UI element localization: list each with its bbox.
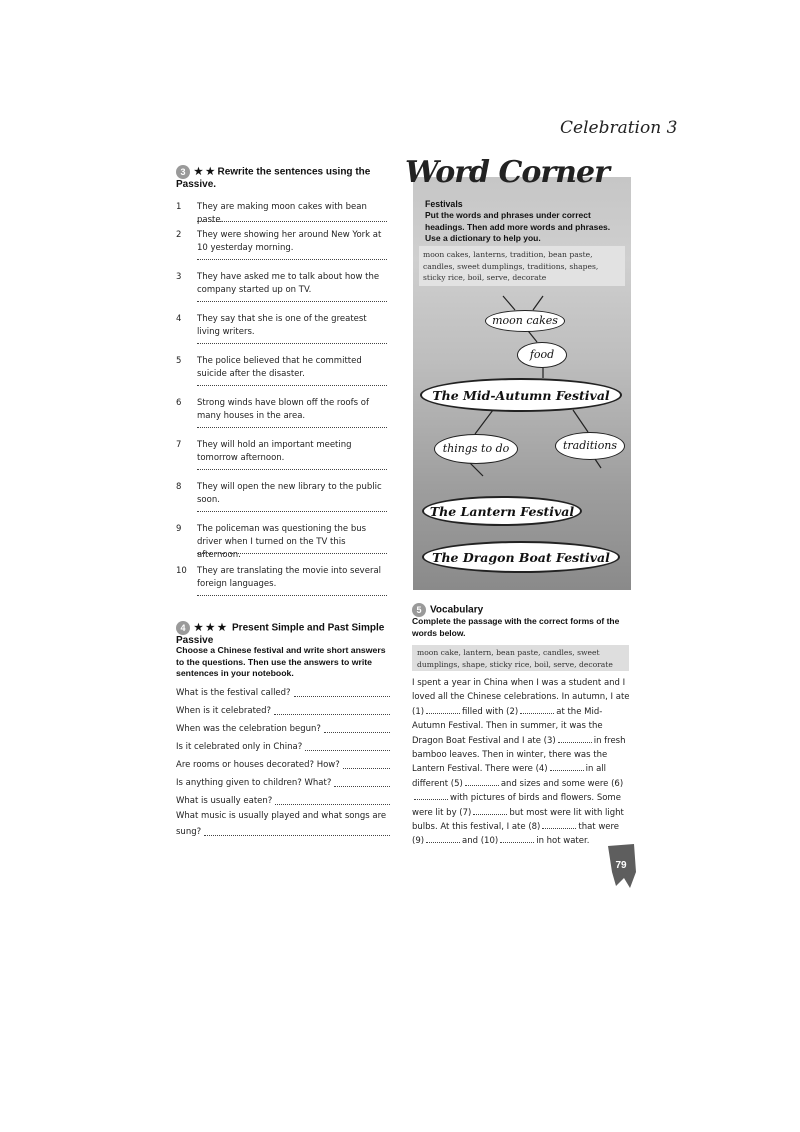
exercise-title: Rewrite the sentences using the <box>217 166 371 178</box>
exercise-number-badge: 3 <box>176 165 190 179</box>
answer-line[interactable] <box>204 826 390 836</box>
question-text: What music is usually played and what songs are <box>176 811 387 821</box>
exercise-title: Vocabulary <box>430 604 484 616</box>
answer-line[interactable] <box>197 301 387 302</box>
connector-line <box>503 296 515 310</box>
answer-line[interactable] <box>197 553 387 554</box>
sentence-number: 5 <box>176 356 182 366</box>
sentence-text: The police believed that he committed suicide after the disaster. <box>197 356 362 379</box>
oval-lantern-festival: The Lantern Festival <box>422 496 582 526</box>
question-text: When is it celebrated? <box>176 706 272 716</box>
oval-food: food <box>517 342 567 368</box>
sentence-text: They are translating the movie into several foreign languages. <box>197 566 382 589</box>
exercise-5-instructions: Complete the passage with the correct forms of the words below. <box>412 616 620 638</box>
question-item <box>176 826 390 839</box>
blank-4[interactable] <box>550 762 584 771</box>
answer-line[interactable] <box>197 511 387 512</box>
blank-1[interactable] <box>426 705 460 714</box>
question-text: What is the festival called? <box>176 688 291 698</box>
exercise-3-heading <box>176 165 391 191</box>
answer-line[interactable] <box>197 427 387 428</box>
question-item <box>176 687 390 700</box>
word-corner-title: Word Corner <box>405 155 609 190</box>
sentence-number: 4 <box>176 314 182 324</box>
answer-line[interactable] <box>197 595 387 596</box>
passage-text: that were (9) <box>412 822 620 847</box>
question-text: When was the celebration begun? <box>176 724 321 734</box>
exercise-number-badge: 4 <box>176 621 190 635</box>
word-corner-word-box: moon cakes, lanterns, tradition, bean paste, candles, sweet dumplings, traditions, shapes, sticky rice, boil, serve, decorate <box>419 246 625 286</box>
sentence-text: The policeman was questioning the bus driver when I turned on the TV this afternoon. <box>197 524 367 560</box>
question-item <box>176 759 390 772</box>
passage-text: but most were lit with light bulbs. At this festival, I ate (8) <box>412 807 624 833</box>
question-item <box>176 723 390 736</box>
sentence-text: They are making moon cakes with bean paste. <box>197 202 367 225</box>
sentence-text: They were showing her around New York at 10 yesterday morning. <box>197 230 382 253</box>
answer-line[interactable] <box>275 795 390 805</box>
passage-text: and sizes and some were (6) <box>500 778 624 789</box>
exercise-title: Present Simple and Past Simple <box>232 622 385 634</box>
passage-text: and (10) <box>462 836 499 847</box>
passage-text: in hot water. <box>536 836 590 847</box>
sentence-number: 7 <box>176 440 182 450</box>
sentence-number: 2 <box>176 230 182 240</box>
answer-line[interactable] <box>197 221 387 222</box>
answer-line[interactable] <box>197 343 387 344</box>
oval-traditions: traditions <box>555 432 625 460</box>
question-item <box>176 777 390 790</box>
blank-5[interactable] <box>465 777 499 786</box>
question-item <box>176 741 390 754</box>
question-text: Is anything given to children? What? <box>176 778 332 788</box>
question-item <box>176 705 390 718</box>
sentence-number: 10 <box>176 566 187 576</box>
passage-text: filled with (2) <box>462 706 519 717</box>
blank-7[interactable] <box>473 806 507 815</box>
answer-line[interactable] <box>197 385 387 386</box>
exercise-number-badge: 5 <box>412 603 426 617</box>
answer-line[interactable] <box>197 259 387 260</box>
sentence-number: 6 <box>176 398 182 408</box>
blank-6[interactable] <box>414 791 448 800</box>
passage-text: in all different (5) <box>412 764 607 789</box>
question-text: Are rooms or houses decorated? How? <box>176 760 340 770</box>
oval-moon-cakes: moon cakes <box>485 310 565 332</box>
exercise-4-instructions: Choose a Chinese festival and write short answers to the questions. Then use the answers to write sentences in your notebook. <box>176 645 386 678</box>
blank-9[interactable] <box>426 834 460 843</box>
exercise-5-heading <box>412 603 630 617</box>
exercise-5-word-box: moon cake, lantern, bean paste, candles, sweet dumplings, shape, sticky rice, boil, serve, decorate <box>412 645 629 671</box>
page-number-tab <box>604 842 638 890</box>
chapter-title: Celebration 3 <box>560 118 678 138</box>
passage-text: I spent a year in China when I was a student and I loved all the Chinese celebrations. In autumn, I ate (1) <box>412 678 630 717</box>
connector-line <box>573 410 588 432</box>
sentence-number: 1 <box>176 202 182 212</box>
answer-line[interactable] <box>334 777 390 787</box>
word-corner-instructions: Put the words and phrases under correct headings. Then add more words and phrases. Use a dictionary to help you. <box>425 210 611 243</box>
difficulty-stars: ★ ★ ★ <box>194 622 227 634</box>
answer-line[interactable] <box>343 759 390 769</box>
page-number: 79 <box>615 860 627 871</box>
sentence-text: They will hold an important meeting tomorrow afternoon. <box>197 440 352 463</box>
answer-line[interactable] <box>294 687 390 697</box>
passage-text: in fresh bamboo leaves. Then in winter, there was the Lantern Festival. There were (4) <box>412 735 626 775</box>
oval-mid-autumn-festival: The Mid-Autumn Festival <box>420 378 622 412</box>
passage-text: with pictures of birds and flowers. Some were lit by (7) <box>412 793 621 818</box>
answer-line[interactable] <box>274 705 390 715</box>
passage-text: at the Mid-Autumn Festival. Then in summer, it was the Dragon Boat Festival and I ate (3) <box>412 706 603 746</box>
blank-3[interactable] <box>558 734 592 743</box>
question-text: Is it celebrated only in China? <box>176 742 303 752</box>
answer-line[interactable] <box>305 741 390 751</box>
sentence-text: Strong winds have blown off the roofs of many houses in the area. <box>197 398 369 421</box>
word-corner-heading: Festivals <box>425 199 463 209</box>
sentence-text: They say that she is one of the greatest living writers. <box>197 314 367 337</box>
sentence-number: 9 <box>176 524 182 534</box>
sentence-text: They will open the new library to the public soon. <box>197 482 382 505</box>
answer-line[interactable] <box>197 469 387 470</box>
blank-8[interactable] <box>542 820 576 829</box>
answer-line[interactable] <box>324 723 390 733</box>
sentence-text: They have asked me to talk about how the company started up on TV. <box>197 272 380 295</box>
oval-dragon-boat-festival: The Dragon Boat Festival <box>422 541 620 573</box>
connector-line <box>533 296 543 310</box>
difficulty-stars: ★ ★ <box>194 166 215 178</box>
sentence-number: 8 <box>176 482 182 492</box>
blank-2[interactable] <box>520 705 554 714</box>
sentence-number: 3 <box>176 272 182 282</box>
exercise-5-passage <box>412 676 630 849</box>
exercise-title-cont: Passive <box>176 635 214 646</box>
exercise-title-cont: Passive. <box>176 179 217 190</box>
question-text: What is usually eaten? <box>176 796 273 806</box>
exercise-4-heading <box>176 621 391 647</box>
connector-line <box>475 410 493 434</box>
oval-things-to-do: things to do <box>434 434 518 464</box>
question-text: sung? <box>176 827 202 837</box>
question-item <box>176 810 390 823</box>
question-item <box>176 795 390 808</box>
blank-10[interactable] <box>500 834 534 843</box>
